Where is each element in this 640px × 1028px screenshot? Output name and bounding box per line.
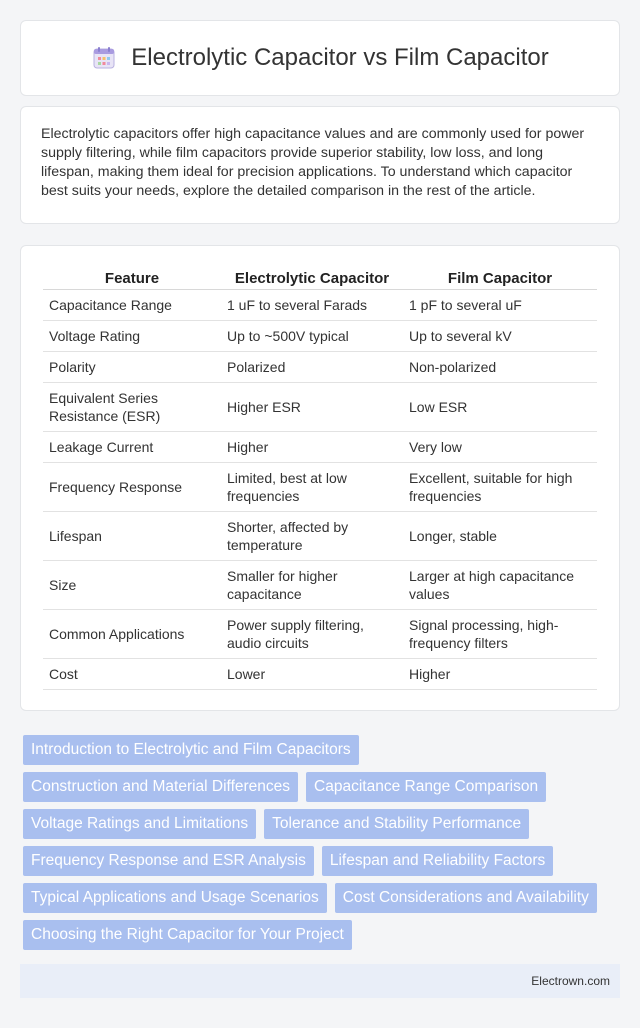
- header-film: Film Capacitor: [403, 266, 597, 290]
- table-cell: Up to several kV: [403, 321, 597, 352]
- intro-text: Electrolytic capacitors offer high capacitance values and are commonly used for power supply filtering, while film capacitors provide superior stability, low loss, and long lifespan, making them ideal for precision applications. To understand which capacitor best suits your needs, explore the detailed comparison in the rest of the article.: [41, 126, 585, 199]
- table-row: [43, 463, 597, 512]
- tag-link[interactable]: Cost Considerations and Availability: [335, 883, 597, 913]
- table-row: [43, 561, 597, 610]
- table-row: [43, 610, 597, 659]
- tag-link[interactable]: Voltage Ratings and Limitations: [23, 809, 256, 839]
- table-row: [43, 512, 597, 561]
- table-cell: Equivalent Series Resistance (ESR): [43, 383, 221, 432]
- table-cell: Cost: [43, 659, 221, 690]
- comparison-table-card: [20, 245, 620, 711]
- table-cell: Signal processing, high-frequency filters: [403, 610, 597, 659]
- table-cell: 1 pF to several uF: [403, 290, 597, 321]
- table-cell: Leakage Current: [43, 432, 221, 463]
- table-cell: Capacitance Range: [43, 290, 221, 321]
- intro-card: [20, 106, 620, 224]
- table-cell: Size: [43, 561, 221, 610]
- table-row: [43, 432, 597, 463]
- table-cell: Lower: [221, 659, 403, 690]
- table-cell: Higher: [221, 432, 403, 463]
- table-cell: Polarized: [221, 352, 403, 383]
- table-cell: Frequency Response: [43, 463, 221, 512]
- page-title: Electrolytic Capacitor vs Film Capacitor: [131, 44, 549, 71]
- table-cell: Higher: [403, 659, 597, 690]
- tag-link[interactable]: Lifespan and Reliability Factors: [322, 846, 553, 876]
- tag-link[interactable]: Choosing the Right Capacitor for Your Project: [23, 920, 352, 950]
- title-card: [20, 20, 620, 96]
- table-cell: Longer, stable: [403, 512, 597, 561]
- header-feature: Feature: [43, 266, 221, 290]
- table-cell: Excellent, suitable for high frequencies: [403, 463, 597, 512]
- table-cell: Very low: [403, 432, 597, 463]
- header-electrolytic: Electrolytic Capacitor: [221, 266, 403, 290]
- table-row: [43, 290, 597, 321]
- page-title-row: [91, 44, 548, 72]
- tag-link[interactable]: Frequency Response and ESR Analysis: [23, 846, 314, 876]
- table-cell: Limited, best at low frequencies: [221, 463, 403, 512]
- tag-link[interactable]: Construction and Material Differences: [23, 772, 298, 802]
- table-cell: Polarity: [43, 352, 221, 383]
- table-row: [43, 659, 597, 690]
- tag-link[interactable]: Tolerance and Stability Performance: [264, 809, 529, 839]
- table-cell: Common Applications: [43, 610, 221, 659]
- table-cell: Smaller for higher capacitance: [221, 561, 403, 610]
- table-cell: Lifespan: [43, 512, 221, 561]
- tag-link[interactable]: Introduction to Electrolytic and Film Capacitors: [23, 735, 359, 765]
- table-cell: 1 uF to several Farads: [221, 290, 403, 321]
- table-cell: Shorter, affected by temperature: [221, 512, 403, 561]
- table-cell: Up to ~500V typical: [221, 321, 403, 352]
- calendar-icon: [91, 45, 117, 71]
- table-cell: Low ESR: [403, 383, 597, 432]
- table-row: [43, 321, 597, 352]
- table-cell: Voltage Rating: [43, 321, 221, 352]
- tag-link[interactable]: Capacitance Range Comparison: [306, 772, 546, 802]
- table-row: [43, 383, 597, 432]
- table-row: [43, 352, 597, 383]
- table-cell: Larger at high capacitance values: [403, 561, 597, 610]
- tag-link[interactable]: Typical Applications and Usage Scenarios: [23, 883, 327, 913]
- footer: [20, 964, 620, 998]
- table-cell: Power supply filtering, audio circuits: [221, 610, 403, 659]
- topic-tags: [23, 735, 623, 950]
- table-cell: Higher ESR: [221, 383, 403, 432]
- table-header-row: [43, 266, 597, 290]
- table-cell: Non-polarized: [403, 352, 597, 383]
- footer-site[interactable]: Electrown.com: [531, 974, 610, 988]
- comparison-table: [43, 266, 597, 690]
